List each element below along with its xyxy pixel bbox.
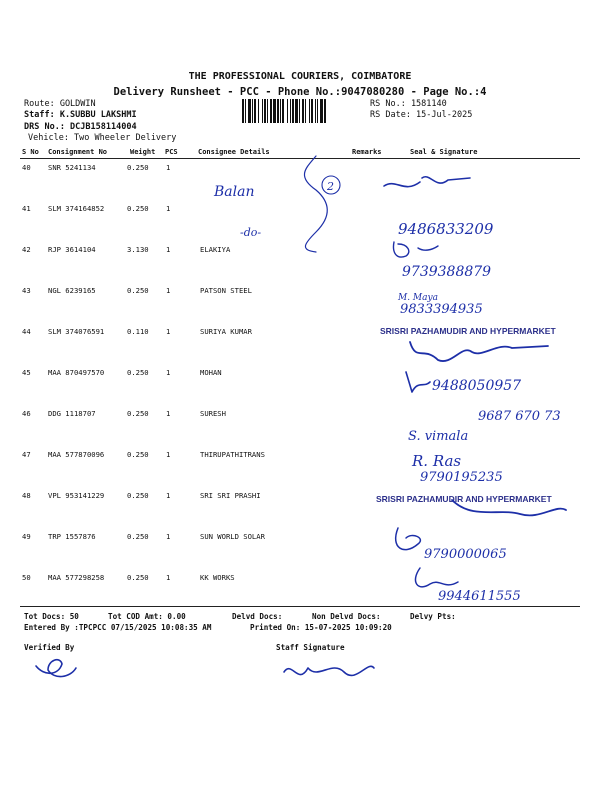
- cell-weight: 0.250: [127, 532, 149, 541]
- cell-consignment: SNR 5241134: [48, 163, 96, 172]
- cell-consignment: MAA 577298258: [48, 573, 105, 582]
- barcode-bar: [252, 99, 253, 123]
- cell-pcs: 1: [166, 327, 171, 336]
- table-row: [0, 204, 600, 244]
- cell-consignee: SUN WORLD SOLAR: [200, 532, 265, 541]
- barcode-bar: [254, 99, 256, 123]
- handwritten-ditto: -do-: [240, 226, 262, 239]
- printed-on: Printed On: 15-07-2025 10:09:20: [250, 623, 392, 632]
- handwritten-name: M. Maya: [398, 293, 438, 303]
- table-row: [0, 491, 600, 531]
- table-row: [0, 450, 600, 490]
- cell-sno: 47: [22, 450, 31, 459]
- barcode-bar: [270, 99, 272, 123]
- cell-sno: 50: [22, 573, 31, 582]
- cell-sno: 46: [22, 409, 31, 418]
- cell-sno: 43: [22, 286, 31, 295]
- cell-pcs: 1: [166, 245, 171, 254]
- footer-rule: [20, 606, 580, 607]
- barcode-bar: [287, 99, 288, 123]
- barcode-bar: [262, 99, 263, 123]
- header-rule: [20, 158, 580, 159]
- cell-sno: 49: [22, 532, 31, 541]
- cell-consignee: SURESH: [200, 409, 226, 418]
- col-seal: Seal & Signature: [410, 148, 478, 156]
- handwritten-name: S. vimala: [408, 429, 469, 444]
- barcode-bar: [258, 99, 259, 123]
- barcode-bar: [309, 99, 310, 123]
- barcode-bar: [277, 99, 279, 123]
- cell-consignee: SRI SRI PRASHI: [200, 491, 261, 500]
- cell-consignee: ELAKIYA: [200, 245, 231, 254]
- handwritten-name: R. Ras: [412, 452, 462, 470]
- cell-consignment: RJP 3614104: [48, 245, 96, 254]
- cell-weight: 0.250: [127, 163, 149, 172]
- barcode-bar: [302, 99, 304, 123]
- cell-pcs: 1: [166, 450, 171, 459]
- table-row: [0, 327, 600, 367]
- barcode-bar: [264, 99, 266, 123]
- barcode-bar: [267, 99, 268, 123]
- barcode-bar: [295, 99, 298, 123]
- barcode-bar: [280, 99, 281, 123]
- cell-pcs: 1: [166, 491, 171, 500]
- cell-sno: 44: [22, 327, 31, 336]
- handwritten-phone: 9486833209: [398, 220, 494, 238]
- staff-signature-label: Staff Signature: [276, 643, 345, 652]
- table-row: [0, 163, 600, 203]
- col-consignment: Consignment No: [48, 148, 108, 156]
- shop-stamp: SRISRI PAZHAMUDIR AND HYPERMARKET: [380, 326, 556, 336]
- verifier-signature: [36, 660, 76, 677]
- handwritten-phone: 9790195235: [420, 470, 503, 485]
- barcode-bar: [290, 99, 291, 123]
- cell-sno: 42: [22, 245, 31, 254]
- staff-label: Staff: K.SUBBU LAKSHMI: [24, 110, 137, 120]
- cell-weight: 3.130: [127, 245, 149, 254]
- cell-sno: 48: [22, 491, 31, 500]
- table-row: [0, 368, 600, 408]
- handwritten-phone: 9687 670 73: [478, 409, 561, 424]
- cell-sno: 45: [22, 368, 31, 377]
- col-remarks: Remarks: [352, 148, 382, 156]
- barcode-bar: [324, 99, 326, 123]
- entered-by: Entered By :TPCPCC 07/15/2025 10:08:35 AM: [24, 623, 212, 632]
- table-row: [0, 286, 600, 326]
- col-consignee: Consignee Details: [198, 148, 270, 156]
- cell-weight: 0.250: [127, 368, 149, 377]
- company-title: THE PROFESSIONAL COURIERS, COIMBATORE: [188, 71, 412, 82]
- barcode-bar: [317, 99, 318, 123]
- cell-consignment: DDG 1118707: [48, 409, 96, 418]
- cell-pcs: 1: [166, 532, 171, 541]
- cell-weight: 0.250: [127, 409, 149, 418]
- table-row: [0, 245, 600, 285]
- cell-consignment: SLM 374076591: [48, 327, 105, 336]
- rs-number: RS No.: 1581140: [370, 99, 447, 109]
- cell-consignment: SLM 374164852: [48, 204, 105, 213]
- barcode-bar: [315, 99, 316, 123]
- cell-consignment: MAA 870497570: [48, 368, 105, 377]
- cell-consignee: PATSON STEEL: [200, 286, 252, 295]
- total-docs: Tot Docs: 50: [24, 612, 79, 621]
- cell-pcs: 1: [166, 368, 171, 377]
- drs-number: DRS No.: DCJB158114004: [24, 122, 137, 132]
- handwritten-name: Balan: [214, 184, 255, 200]
- cell-consignment: NGL 6239165: [48, 286, 96, 295]
- total-cod: Tot COD Amt: 0.00: [108, 612, 186, 621]
- non-delivered-docs: Non Delvd Docs:: [312, 612, 381, 621]
- barcode-bar: [242, 99, 244, 123]
- cell-weight: 0.250: [127, 573, 149, 582]
- delivery-points: Delvy Pts:: [410, 612, 456, 621]
- cell-sno: 41: [22, 204, 31, 213]
- cell-pcs: 1: [166, 409, 171, 418]
- handwritten-phone: 9833394935: [400, 302, 483, 317]
- cell-weight: 0.250: [127, 286, 149, 295]
- cell-weight: 0.250: [127, 450, 149, 459]
- cell-weight: 0.110: [127, 327, 149, 336]
- cell-consignment: MAA 577870096: [48, 450, 105, 459]
- barcode-bar: [282, 99, 284, 123]
- delivered-docs: Delvd Docs:: [232, 612, 283, 621]
- barcode-bar: [299, 99, 300, 123]
- col-sno: S No: [22, 148, 39, 156]
- cell-consignee: THIRUPATHITRANS: [200, 450, 265, 459]
- cell-pcs: 1: [166, 204, 171, 213]
- col-pcs: PCS: [165, 148, 178, 156]
- cell-weight: 0.250: [127, 491, 149, 500]
- barcode-bar: [245, 99, 246, 123]
- vehicle-label: Vehicle: Two Wheeler Delivery: [28, 133, 177, 143]
- cell-consignee: MOHAN: [200, 368, 222, 377]
- staff-signature: [284, 666, 374, 675]
- sheet-title: Delivery Runsheet - PCC - Phone No.:9047080280 - Page No.:4: [113, 86, 487, 98]
- cell-pcs: 1: [166, 163, 171, 172]
- handwritten-phone: 9739388879: [402, 264, 492, 280]
- handwritten-phone: 9790000065: [424, 547, 507, 562]
- barcode-bar: [248, 99, 251, 123]
- cell-pcs: 1: [166, 286, 171, 295]
- table-row: [0, 532, 600, 572]
- cell-consignee: KK WORKS: [200, 573, 235, 582]
- barcode-bar: [320, 99, 323, 123]
- handwritten-phone: 9488050957: [432, 378, 522, 394]
- table-row: [0, 409, 600, 449]
- cell-weight: 0.250: [127, 204, 149, 213]
- cell-pcs: 1: [166, 573, 171, 582]
- barcode-bar: [292, 99, 294, 123]
- barcode-bar: [311, 99, 313, 123]
- barcode: [242, 99, 364, 123]
- barcode-bar: [273, 99, 276, 123]
- shop-stamp: SRISRI PAZHAMUDIR AND HYPERMARKET: [376, 494, 552, 504]
- verified-by-label: Verified By: [24, 643, 75, 652]
- handwritten-phone: 9944611555: [438, 589, 521, 604]
- col-weight: Weight: [130, 148, 156, 156]
- barcode-bar: [305, 99, 306, 123]
- cell-sno: 40: [22, 163, 31, 172]
- table-row: [0, 573, 600, 613]
- cell-consignment: TRP 1557876: [48, 532, 96, 541]
- rs-date: RS Date: 15-Jul-2025: [370, 110, 473, 120]
- circled-number: 2: [327, 180, 334, 193]
- cell-consignment: VPL 953141229: [48, 491, 105, 500]
- cell-consignee: SURIYA KUMAR: [200, 327, 252, 336]
- route-label: Route: GOLDWIN: [24, 99, 96, 109]
